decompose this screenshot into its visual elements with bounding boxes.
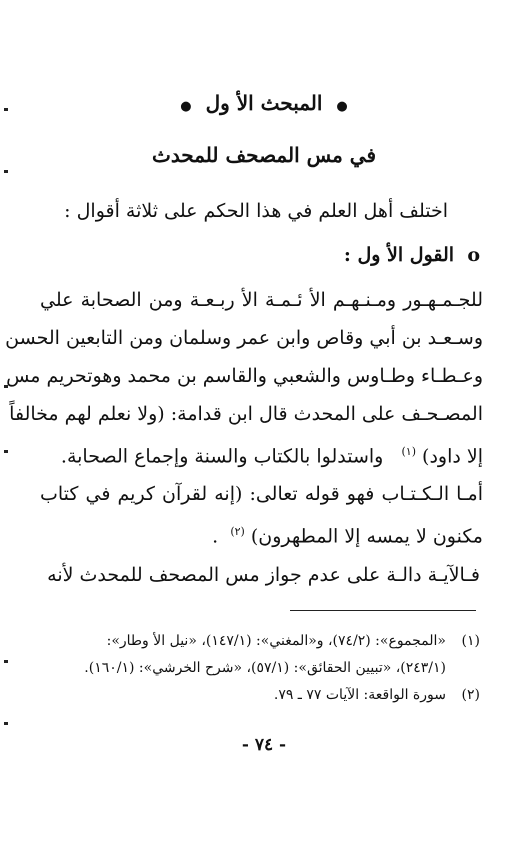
paragraph-line: فـالآيـة دالـة على عدم جواز مس المصحف للمحدث لأنه <box>47 564 480 586</box>
footnote-text: سورة الواقعة: الآيات ٧٧ ـ ٧٩. <box>273 687 446 703</box>
first-opinion-label: القول الأ ول : <box>343 244 455 266</box>
circle-bullet-icon: o <box>467 244 480 266</box>
footnote-number: (٢) <box>461 687 480 703</box>
margin-mark <box>4 722 8 725</box>
paragraph-text: . <box>212 525 219 548</box>
paragraph-line: للجـمـهـور ومـنـهـم الأ ئـمـة الأ ربـعـة ومن الصحابة علي <box>40 289 483 311</box>
margin-mark <box>4 170 8 173</box>
paragraph-line <box>40 517 483 551</box>
footnote <box>40 657 446 679</box>
footnote-number: (١) <box>461 633 480 649</box>
bullet-icon: ● <box>180 99 192 114</box>
bullet-icon: ● <box>336 99 348 114</box>
footnote-ref: (٢) <box>230 525 245 538</box>
margin-mark <box>4 108 8 111</box>
intro-line: اختلف أهل العلم في هذا الحكم على ثلاثة أقوال : <box>64 200 448 222</box>
footnote-ref: (١) <box>401 445 416 458</box>
chapter-subtitle: في مس المصحف للمحدث <box>151 143 376 167</box>
footnote <box>40 630 480 652</box>
margin-mark <box>4 660 8 663</box>
margin-mark <box>4 450 8 453</box>
chapter-heading <box>40 88 488 122</box>
paragraph-text: مكنون لا يمسه إلا المطهرون) <box>250 525 483 548</box>
footnote <box>40 684 480 706</box>
paragraph-text: واستدلوا بالكتاب والسنة وإجماع الصحابة. <box>60 445 384 468</box>
paragraph-line: وسـعـد بن أبي وقاص وابن عمر وسلمان ومن التابعين الحسن <box>5 327 483 349</box>
first-opinion-heading <box>40 240 480 270</box>
paragraph-line <box>40 437 483 471</box>
paragraph-line: وعـطـاء وطـاوس والشعبي والقاسم بن محمد وهوتحريم مس <box>6 365 483 387</box>
footnote-text: (٢٤٣/١)، «تبيين الحقائق»: (٥٧/١)، «شرح الخرشي»: (١٦٠/١). <box>84 660 446 676</box>
paragraph-line: أمـا الـكـتـاب فهو قوله تعالى: (إنه لقرآن كريم في كتاب <box>40 483 483 505</box>
paragraph-text: إلا داود) <box>422 445 483 468</box>
chapter-title: المبحث الأ ول <box>205 91 323 115</box>
paragraph-line: المصـحـف على المحدث قال ابن قدامة: (ولا نعلم لهم مخالفاً <box>9 403 483 425</box>
page-number: - ٧٤ - <box>241 735 287 755</box>
footnote-text: «المجموع»: (٧٤/٢)، و«المغني»: (١٤٧/١)، «نيل الأ وطار»: <box>106 633 446 649</box>
footnote-divider <box>290 610 476 611</box>
